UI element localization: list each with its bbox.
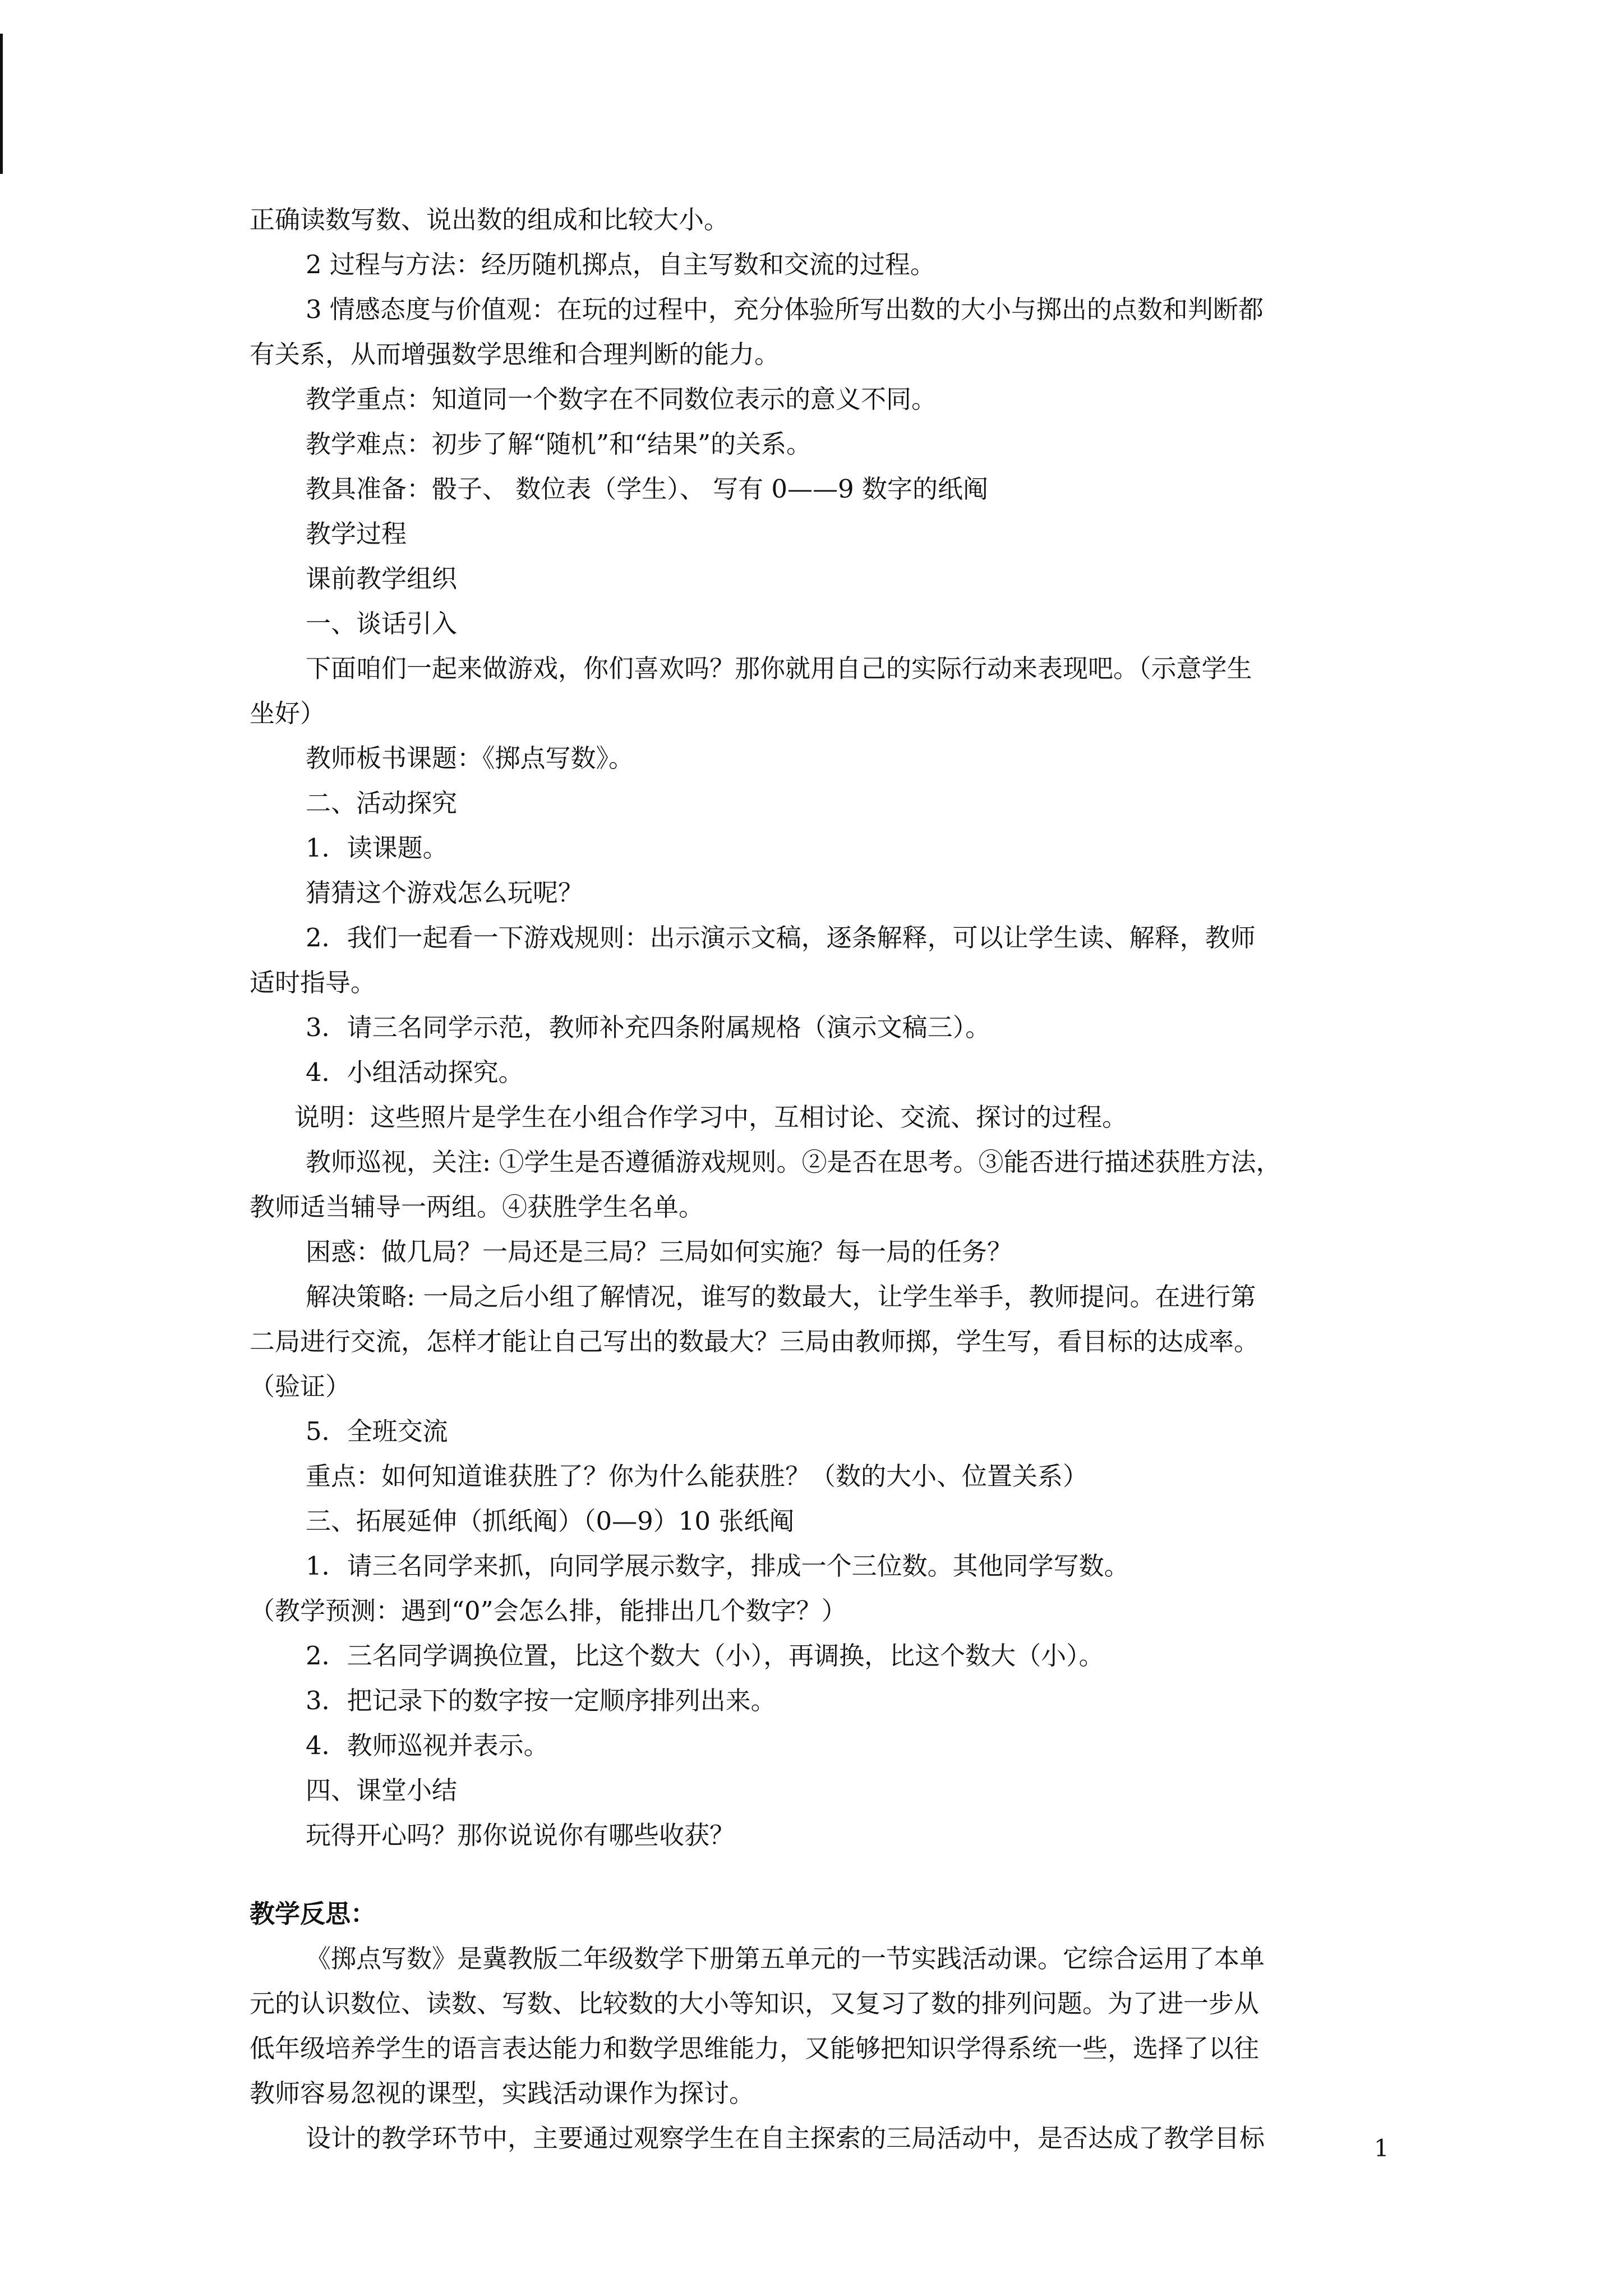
text-line: 重点：如何知道谁获胜了？你为什么能获胜？（数的大小、位置关系） (306, 1461, 1089, 1491)
text-line: 有关系，从而增强数学思维和合理判断的能力。 (250, 339, 780, 369)
text-line: 教师容易忽视的课型，实践活动课作为探讨。 (250, 2078, 755, 2108)
text-line: 2．我们一起看一下游戏规则：出示演示文稿，逐条解释，可以让学生读、解释，教师 (306, 923, 1256, 953)
text-line: 3．把记录下的数字按一定顺序排列出来。 (306, 1686, 776, 1715)
text-line: 元的认识数位、读数、写数、比较数的大小等知识，又复习了数的排列问题。为了进一步从 (250, 1989, 1260, 2018)
text-line: 教学难点：初步了解“随机”和“结果”的关系。 (306, 429, 812, 459)
text-line: 下面咱们一起来做游戏，你们喜欢吗？那你就用自己的实际行动来表现吧。（示意学生 (306, 654, 1252, 683)
text-line: 猜猜这个游戏怎么玩呢？ (306, 878, 584, 908)
text-line: 设计的教学环节中，主要通过观察学生在自主探索的三局活动中，是否达成了教学目标 (306, 2123, 1265, 2153)
text-line: 2 过程与方法：经历随机掷点，自主写数和交流的过程。 (306, 250, 935, 279)
document-page (250, 197, 1393, 2161)
text-line: 3．请三名同学示范，教师补充四条附属规格（演示文稿三）。 (306, 1013, 991, 1042)
section-heading: 四、课堂小结 (306, 1775, 458, 1805)
text-line: 说明：这些照片是学生在小组合作学习中，互相讨论、交流、探讨的过程。 (294, 1102, 1128, 1132)
page-edge-mark (0, 34, 3, 174)
text-line: 困惑：做几局？一局还是三局？三局如何实施？每一局的任务？ (306, 1237, 1013, 1267)
section-heading: 课前教学组织 (306, 564, 458, 593)
text-line: （验证） (250, 1372, 351, 1401)
text-line: 正确读数写数、说出数的组成和比较大小。 (250, 205, 730, 234)
text-line: 适时指导。 (250, 968, 376, 997)
text-line: 教师适当辅导一两组。④获胜学生名单。 (250, 1192, 704, 1222)
text-line: 1．请三名同学来抓，向同学展示数字，排成一个三位数。其他同学写数。 (306, 1551, 1129, 1581)
text-line: 4．小组活动探究。 (306, 1057, 524, 1087)
text-line: 低年级培养学生的语言表达能力和数学思维能力，又能够把知识学得系统一些，选择了以往 (250, 2033, 1260, 2063)
text-line: （教学预测：遇到“0”会怎么排，能排出几个数字？） (250, 1596, 847, 1626)
text-line: 教师板书课题：《掷点写数》。 (306, 743, 634, 773)
text-line: 2．三名同学调换位置，比这个数大（小），再调换，比这个数大（小）。 (306, 1641, 1104, 1671)
text-line: 5．全班交流 (306, 1416, 448, 1446)
text-line: 解决策略: 一局之后小组了解情况，谁写的数最大，让学生举手，教师提问。在进行第 (306, 1282, 1256, 1312)
text-line: 教师巡视，关注: ①学生是否遵循游戏规则。②是否在思考。③能否进行描述获胜方法， (306, 1147, 1281, 1177)
text-line: 二局进行交流，怎样才能让自己写出的数最大？三局由教师掷，学生写，看目标的达成率。 (250, 1327, 1260, 1356)
section-heading: 三、拓展延伸（抓纸阄）（0—9）10 张纸阄 (306, 1506, 795, 1536)
text-line: 教学重点：知道同一个数字在不同数位表示的意义不同。 (306, 384, 937, 414)
section-heading: 二、活动探究 (306, 788, 458, 818)
text-line: 坐好） (250, 698, 326, 728)
section-heading: 一、谈话引入 (306, 609, 458, 638)
section-heading: 教学过程 (306, 519, 407, 549)
text-line: 教具准备：骰子、 数位表（学生）、 写有 0——9 数字的纸阄 (306, 474, 988, 504)
text-line: 1．读课题。 (306, 833, 448, 863)
page-number: 1 (1374, 2134, 1389, 2162)
text-line: 4．教师巡视并表示。 (306, 1731, 549, 1760)
text-line: 玩得开心吗？那你说说你有哪些收获？ (306, 1820, 735, 1850)
text-line: 《掷点写数》是冀教版二年级数学下册第五单元的一节实践活动课。它综合运用了本单 (306, 1944, 1265, 1973)
text-line: 3 情感态度与价值观：在玩的过程中，充分体验所写出数的大小与掷出的点数和判断都 (306, 295, 1264, 324)
paragraph-gap (250, 1858, 1393, 1892)
reflection-heading: 教学反思： (250, 1899, 376, 1929)
